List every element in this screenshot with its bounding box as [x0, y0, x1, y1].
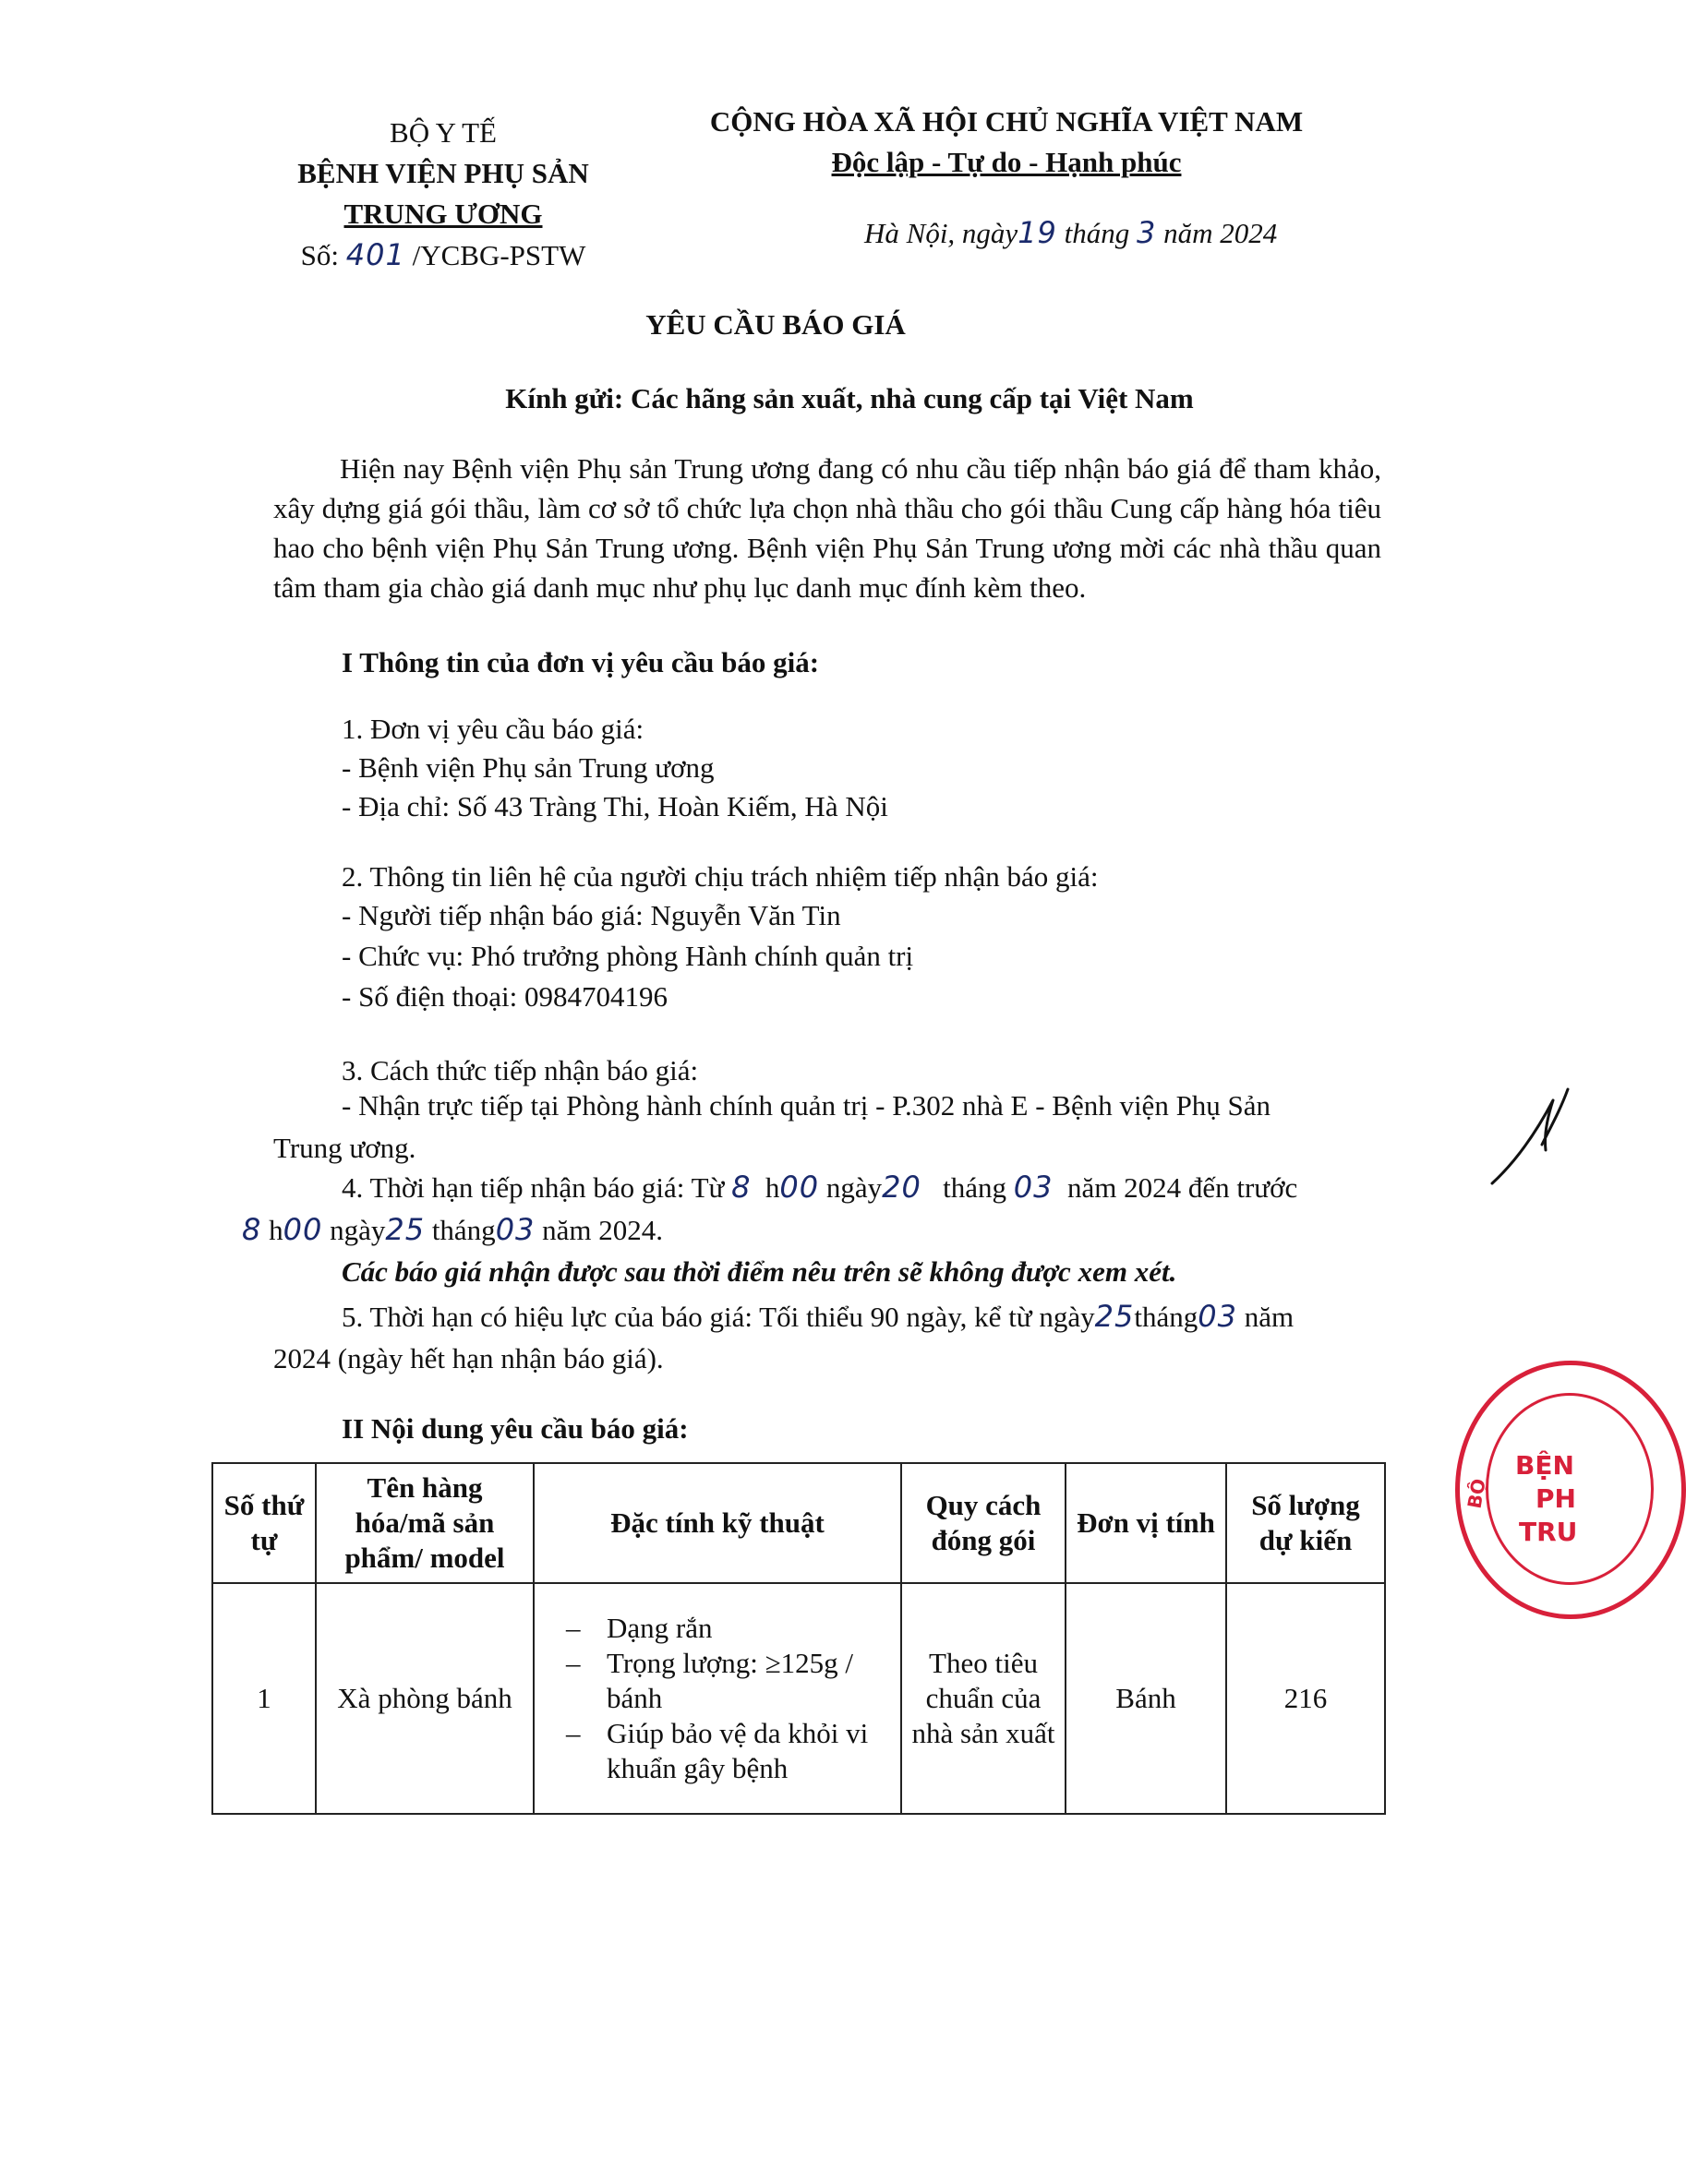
- start-minute-handwritten: 00: [779, 1170, 820, 1205]
- item-4-line1: [342, 1167, 1297, 1208]
- date-year: năm 2024: [1163, 217, 1278, 249]
- item-3-line1: - Nhận trực tiếp tại Phòng hành chính quản trị - P.302 nhà E - Bệnh viện Phụ Sản: [342, 1089, 1271, 1122]
- intro-text: Hiện nay Bệnh viện Phụ sản Trung ương đang có nhu cầu tiếp nhận báo giá để tham khảo, xây dựng giá gói thầu, làm cơ sở tổ chức lựa chọn nhà thầu cho gói thầu Cung cấp hàng hóa tiêu hao cho bệnh viện Phụ Sản Trung ương. Bệnh viện Phụ Sản Trung ương mời các nhà thầu quan tâm tham gia chào giá danh mục như phụ lục danh mục đính kèm theo.: [273, 452, 1381, 604]
- item-3-line2: Trung ương.: [273, 1132, 416, 1164]
- date-month-label: tháng: [1064, 217, 1130, 249]
- item-1-line2: - Địa chỉ: Số 43 Tràng Thi, Hoàn Kiếm, Hà Nội: [342, 790, 888, 822]
- item-2-line2: - Chức vụ: Phó trưởng phòng Hành chính quản trị: [342, 940, 914, 972]
- hospital-name-underlined: TRUNG ƯƠNG: [343, 198, 543, 230]
- official-seal: [1455, 1361, 1686, 1619]
- item-2-line1: - Người tiếp nhận báo giá: Nguyễn Văn Tin: [342, 899, 841, 931]
- validity-day-handwritten: 25: [1094, 1299, 1135, 1334]
- header-quantity: Số lượng dự kiến: [1226, 1463, 1385, 1583]
- table-header-row: [212, 1463, 1385, 1583]
- table-row: [212, 1583, 1385, 1814]
- seal-text-side: BỘ: [1463, 1477, 1490, 1510]
- motto-text: Độc lập - Tự do - Hạnh phúc: [831, 146, 1182, 178]
- end-hour-handwritten: 8: [242, 1212, 262, 1247]
- spec-item: – Giúp bảo vệ da khỏi vi khuẩn gây bệnh: [566, 1716, 895, 1786]
- validity-year-label: năm: [1244, 1301, 1295, 1333]
- recipient: Kính gửi: Các hãng sản xuất, nhà cung cấp tại Việt Nam: [505, 382, 1194, 414]
- document-title: YÊU CẦU BÁO GIÁ: [645, 308, 906, 341]
- cell-product-name: Xà phòng bánh: [316, 1583, 534, 1814]
- item-5-line2: 2024 (ngày hết hạn nhận báo giá).: [273, 1342, 664, 1374]
- cell-stt: 1: [212, 1583, 316, 1814]
- date-month-handwritten: 3: [1137, 215, 1157, 250]
- issuer-block: [259, 113, 628, 276]
- end-minute-handwritten: 00: [283, 1212, 323, 1247]
- header-stt: Số thứ tự: [212, 1463, 316, 1583]
- motto: [674, 142, 1339, 183]
- doc-no-handwritten: 401: [345, 237, 405, 272]
- item-5-line1: [342, 1296, 1294, 1338]
- spec-item: – Dạng rắn: [566, 1611, 895, 1646]
- month-label-2: tháng: [431, 1214, 496, 1246]
- start-year: năm 2024 đến trước: [1066, 1171, 1298, 1204]
- cell-unit: Bánh: [1066, 1583, 1226, 1814]
- item-2-line3: - Số điện thoại: 0984704196: [342, 980, 668, 1013]
- spec-item: – Trọng lượng: ≥125g / bánh: [566, 1646, 895, 1716]
- header-unit: Đơn vị tính: [1066, 1463, 1226, 1583]
- header-product-name: Tên hàng hóa/mã sản phẩm/ model: [316, 1463, 534, 1583]
- header-packaging: Quy cách đóng gói: [901, 1463, 1066, 1583]
- item-4-line2: [242, 1209, 663, 1251]
- item-3-title: 3. Cách thức tiếp nhận báo giá:: [342, 1054, 699, 1086]
- cell-packaging: Theo tiêu chuẩn của nhà sản xuất: [901, 1583, 1066, 1814]
- start-day-handwritten: 20: [882, 1170, 921, 1205]
- item-2-title: 2. Thông tin liên hệ của người chịu trách nhiệm tiếp nhận báo giá:: [342, 860, 1099, 893]
- date-prefix: Hà Nội, ngày: [864, 217, 1018, 249]
- end-month-handwritten: 03: [495, 1212, 536, 1247]
- quotation-table: [211, 1462, 1386, 1815]
- document-number: [259, 234, 628, 276]
- section-1-heading: I Thông tin của đơn vị yêu cầu báo giá:: [342, 646, 820, 678]
- validity-month-label: tháng: [1134, 1301, 1198, 1333]
- spec-list: [540, 1611, 895, 1786]
- section-2-heading: II Nội dung yêu cầu báo giá:: [342, 1412, 689, 1445]
- hospital-name-line2: [259, 194, 628, 234]
- issue-date: [864, 212, 1363, 254]
- month-label: tháng: [943, 1171, 1006, 1204]
- item-4-prefix: 4. Thời hạn tiếp nhận báo giá: Từ: [342, 1171, 725, 1204]
- day-label-2: ngày: [330, 1214, 386, 1246]
- doc-no-suffix: /YCBG-PSTW: [412, 239, 586, 271]
- end-day-handwritten: 25: [385, 1212, 426, 1247]
- late-submission-warning: Các báo giá nhận được sau thời điểm nêu trên sẽ không được xem xét.: [342, 1255, 1177, 1288]
- end-year: năm 2024.: [542, 1214, 664, 1246]
- hour-label-2: h: [269, 1214, 283, 1246]
- doc-no-label: Số:: [300, 239, 340, 271]
- signature-mark: [1487, 1080, 1570, 1191]
- cell-quantity: 216: [1226, 1583, 1385, 1814]
- hospital-name: BỆNH VIỆN PHỤ SẢN: [297, 157, 589, 189]
- ministry-name: BỘ Y TẾ: [390, 116, 497, 149]
- validity-month-handwritten: 03: [1198, 1299, 1237, 1334]
- item-1-line1: - Bệnh viện Phụ sản Trung ương: [342, 751, 715, 784]
- hour-label: h: [765, 1171, 780, 1204]
- header-specs: Đặc tính kỹ thuật: [534, 1463, 901, 1583]
- nation-block: [674, 102, 1339, 183]
- cell-specs: [534, 1583, 901, 1814]
- seal-text-top: BỆN: [1515, 1450, 1574, 1481]
- start-hour-handwritten: 8: [731, 1170, 752, 1205]
- date-day-handwritten: 19: [1018, 215, 1057, 250]
- start-month-handwritten: 03: [1013, 1170, 1054, 1205]
- seal-text-bottom: TRU: [1519, 1517, 1578, 1547]
- item-5-prefix: 5. Thời hạn có hiệu lực của báo giá: Tối thiểu 90 ngày, kể từ ngày: [342, 1301, 1095, 1333]
- day-label: ngày: [825, 1171, 883, 1204]
- nation-title: CỘNG HÒA XÃ HỘI CHỦ NGHĨA VIỆT NAM: [709, 105, 1304, 138]
- seal-text-mid: PH: [1535, 1483, 1576, 1514]
- intro-paragraph: [273, 449, 1381, 607]
- item-1-title: 1. Đơn vị yêu cầu báo giá:: [342, 713, 644, 745]
